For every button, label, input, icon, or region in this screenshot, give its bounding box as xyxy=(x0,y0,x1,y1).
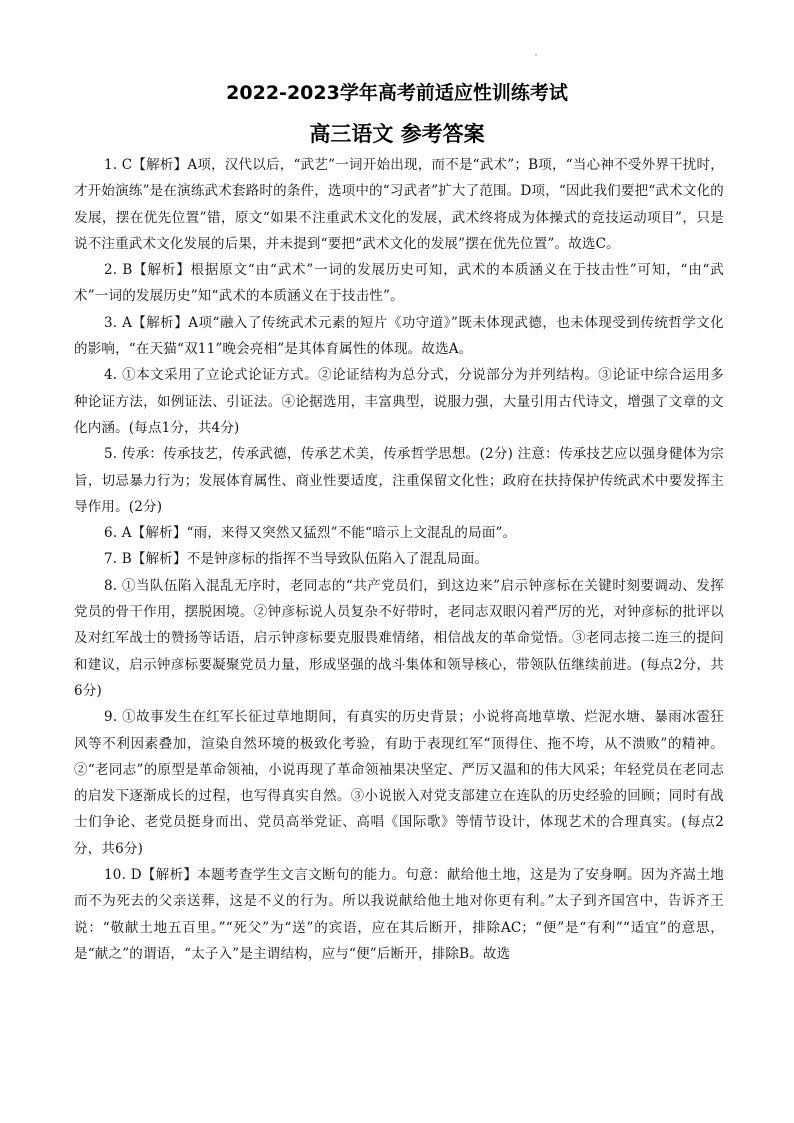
answer-2: 2. B【解析】根据原文“由“武术”一词的发展历史可知，武术的本质涵义在于技击性”可知，“由“武术”一词的发展历史”知“武术的本质涵义在于技击性”。 xyxy=(74,262,724,305)
answer-8: 8. ①当队伍陷入混乱无序时，老同志的“共产党员们，到这边来”启示钟彦标在关键时刻要调动、发挥党员的骨干作用，摆脱困境。②钟彦标说人员复杂不好带时，老同志双眼闪着严厉的光，对钟彦标的批评以及对红军战士的赞扬等话语，启示钟彦标要克服畏难情绪，相信战友的革命觉悟。③老同志接二连三的提问和建议，启示钟彦标要凝聚党员力量，形成坚强的战斗集体和领导核心，带领队伍继续前进。(每点2分，共6分) xyxy=(74,577,724,699)
answer-10: 10. D【解析】本题考查学生文言文断句的能力。句意：献给他土地，这是为了安身啊。因为齐嵩土地而不为死去的父亲送葬，这是不义的行为。所以我说献给他土地对你更有利。”太子到齐国宫中，告诉齐王说：“敬献土地五百里。”“死父”为“送”的宾语，应在其后断开，排除AC；“便”是“有利”“适宜”的意思，是“献之”的谓语，“太子入”是主谓结构，应与“便”后断开，排除B。故选 xyxy=(74,867,724,962)
answer-5: 5. 传承：传承技艺，传承武德，传承艺术美，传承哲学思想。(2分) 注意：传承技艺应以强身健体为宗旨，切忌暴力行为；发展体育属性、商业性要适度，注重保留文化性；政府在扶持保护传统武术中要发挥主导作用。(2分) xyxy=(74,446,724,515)
answer-4: 4. ①本文采用了立论式论证方式。②论证结构为总分式，分说部分为并列结构。③论证中综合运用多种论证方法，如例证法、引证法。④论据选用，丰富典型，说服力强，大量引用古代诗文，增强了文章的文化内涵。(每点1分，共4分) xyxy=(74,367,724,436)
answer-1: 1. C【解析】A项，汉代以后，“武艺”一词开始出现，而不是“武术”；B项，“当心神不受外界干扰时，才开始演练”是在演练武术套路时的条件，选项中的“习武者”扩大了范围。D项，“因此我们要把“武术文化的发展，摆在优先位置”错，原文“如果不注重武术文化的发展，武术终将成为体操式的竞技运动项目”，只是说不注重武术文化发展的后果，并未提到“要把“武术文化的发展”摆在优先位置”。故选C。 xyxy=(74,157,724,252)
answer-7: 7. B【解析】不是钟彦标的指挥不当导致队伍陷入了混乱局面。 xyxy=(104,551,489,568)
answer-list xyxy=(74,152,724,967)
answer-3: 3. A【解析】A项“融入了传统武术元素的短片《功守道》”既未体现武德，也未体现受到传统哲学文化的影响，“在天猫“双11”晚会亮相”是其体育属性的体现。故选A。 xyxy=(74,314,724,358)
scan-speck xyxy=(535,54,537,56)
document-subtitle: 高三语文 参考答案 xyxy=(309,122,485,146)
answer-6: 6. A【解析】“雨，来得又突然又猛烈”不能“暗示上文混乱的局面”。 xyxy=(104,525,517,542)
answer-9: 9. ①故事发生在红军长征过草地期间，有真实的历史背景；小说将高地草墩、烂泥水塘、暴雨冰雹狂风等不利因素叠加，渲染自然环境的极致化考验，有助于表现红军“顶得住、拖不垮，从不溃败”的精神。②“老同志”的原型是革命领袖，小说再现了革命领袖果决坚定、严厉又温和的伟大风采；年轻党员在老同志的启发下逐渐成长的过程，也写得真实自然。③小说嵌入对党支部建立在连队的历史经验的回顾；同时有战士们争论、老党员挺身而出、党员高举党证、高唱《国际歌》等情节设计，体现艺术的合理真实。(每点2分，共6分) xyxy=(74,709,724,857)
document-title: 2022-2023学年高考前适应性训练考试 xyxy=(226,82,568,104)
